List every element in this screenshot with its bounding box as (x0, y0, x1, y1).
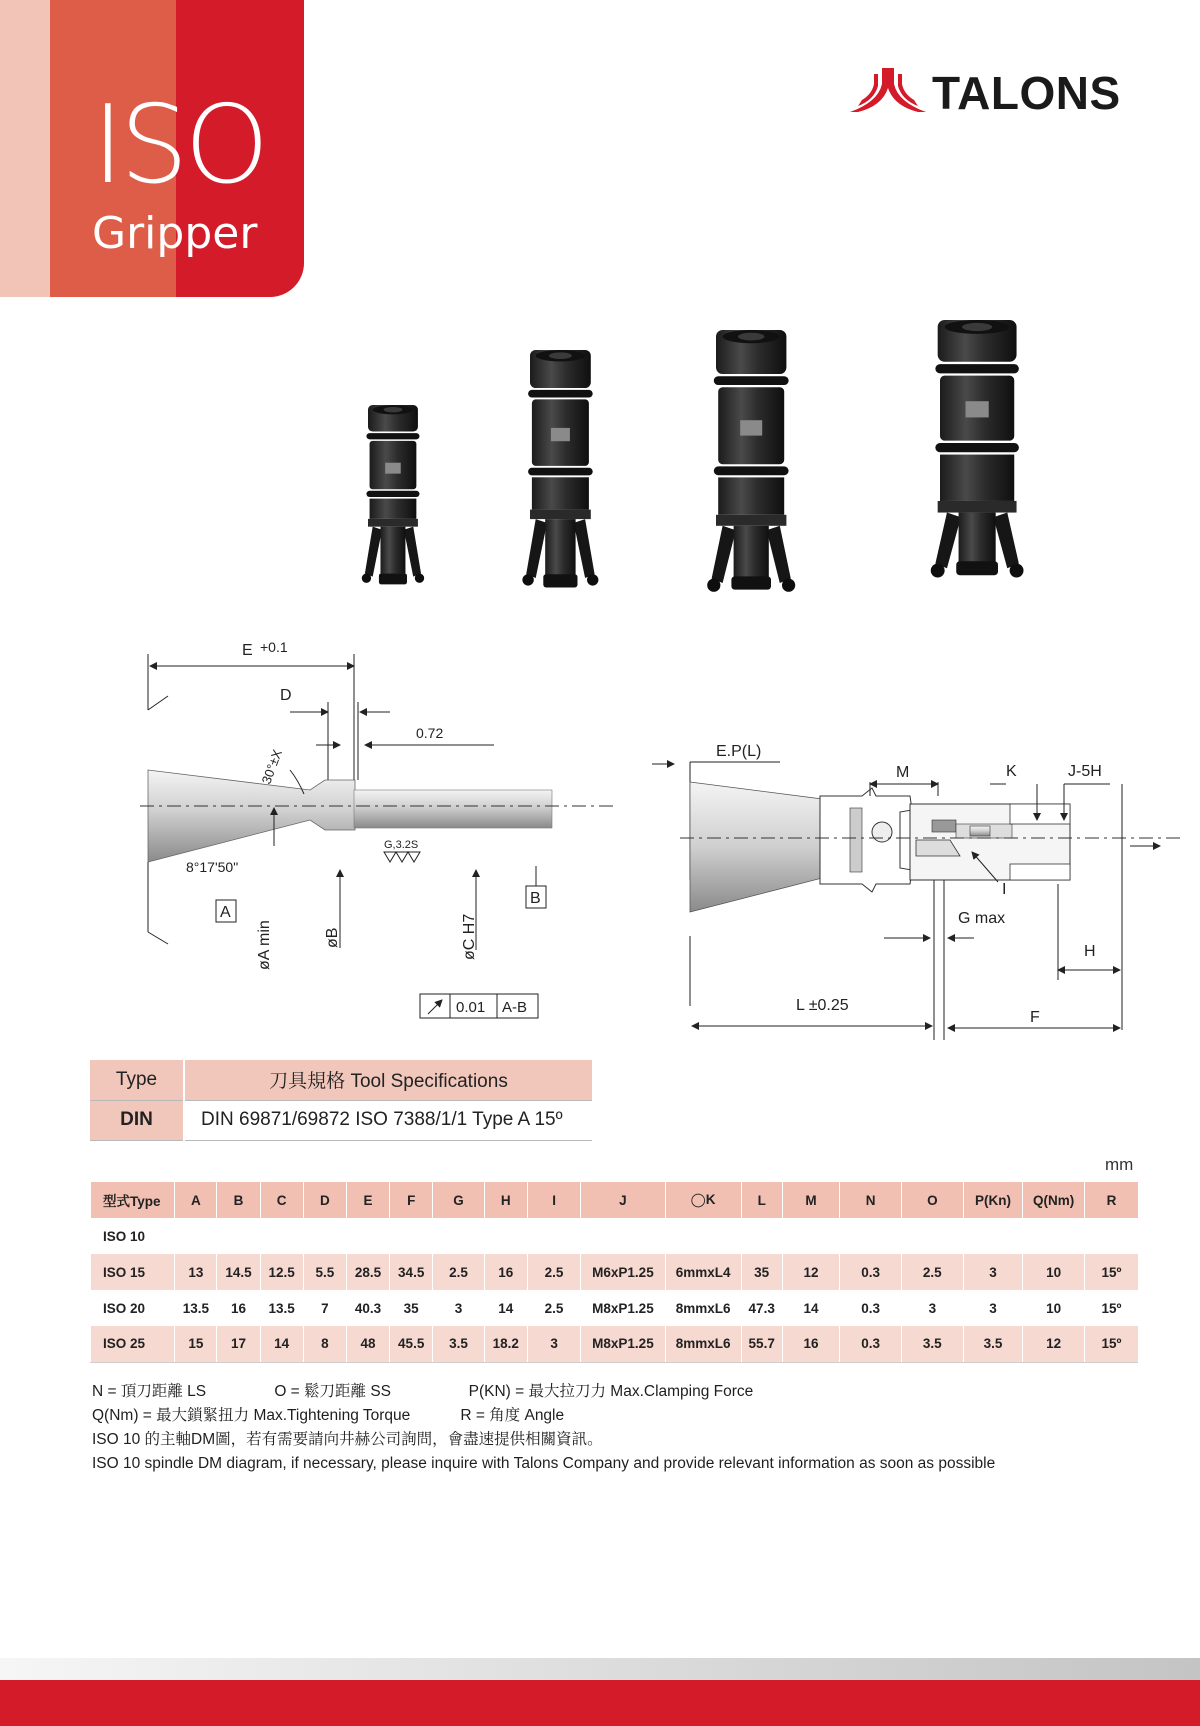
product-iso-10 (362, 405, 424, 584)
spec-table (90, 1182, 1138, 1363)
col-header-n: N (840, 1182, 902, 1218)
col-header-l: L (741, 1182, 782, 1218)
taper-angle-label: 8°17'50" (186, 859, 239, 875)
dim-f-label: F (1030, 1009, 1040, 1026)
spec-cell: M8xP1.25 (581, 1290, 665, 1326)
spec-cell: 12.5 (260, 1254, 303, 1290)
col-header-m: M (782, 1182, 840, 1218)
spec-cell: 34.5 (390, 1254, 433, 1290)
col-header-d: D (303, 1182, 346, 1218)
type-table-header-row (90, 1060, 592, 1100)
spec-cell: 48 (346, 1326, 389, 1362)
spec-cell (1084, 1218, 1138, 1254)
spec-cell: 17 (217, 1326, 260, 1362)
product-iso-25 (931, 320, 1024, 578)
dim-ep-label: E.P(L) (716, 743, 762, 760)
dim-j-label: J-5H (1068, 763, 1102, 780)
spec-cell: 13 (175, 1254, 217, 1290)
spec-cell: 8mmxL6 (665, 1326, 741, 1362)
dim-m-label: M (896, 764, 910, 781)
spindle-drawing (140, 630, 640, 1030)
talons-claw-icon (848, 66, 928, 116)
note-n: N = 頂刀距離 LS (92, 1383, 207, 1400)
spec-cell (175, 1218, 217, 1254)
datum-b-label: B (530, 890, 541, 907)
spec-cell: 13.5 (260, 1290, 303, 1326)
col-header-k: ◯K (665, 1182, 741, 1218)
spec-cell: 16 (782, 1326, 840, 1362)
spec-cell: 35 (390, 1290, 433, 1326)
type-row-label: DIN (90, 1100, 184, 1140)
spec-cell: 14 (260, 1326, 303, 1362)
type-header-label: Type (90, 1060, 184, 1100)
spec-cell: 3.5 (963, 1326, 1023, 1362)
brand-name: TALONS (932, 67, 1121, 119)
header-corner-block (0, 0, 304, 297)
col-header-o: O (901, 1182, 963, 1218)
spec-cell (782, 1218, 840, 1254)
spec-cell: 7 (303, 1290, 346, 1326)
col-header-g: G (433, 1182, 484, 1218)
spec-cell: 10 (1023, 1254, 1085, 1290)
footer-red-band (0, 1680, 1200, 1726)
spec-cell: 0.3 (840, 1326, 902, 1362)
col-header-p: P(Kn) (963, 1182, 1023, 1218)
dim-e-label: E (242, 642, 253, 659)
spec-table-row (91, 1218, 1139, 1254)
spec-cell: 14 (484, 1290, 527, 1326)
spec-cell (963, 1218, 1023, 1254)
spec-cell: 14 (782, 1290, 840, 1326)
spec-cell (741, 1218, 782, 1254)
spec-cell: 8 (303, 1326, 346, 1362)
spec-cell (901, 1218, 963, 1254)
page-title: ISO (92, 83, 266, 208)
spec-cell: 18.2 (484, 1326, 527, 1362)
spec-cell-type: ISO 10 (91, 1218, 175, 1254)
dim-d-label: D (280, 687, 292, 704)
spec-cell: 12 (782, 1254, 840, 1290)
spec-cell: 2.5 (901, 1254, 963, 1290)
col-header-h: H (484, 1182, 527, 1218)
col-header-type: 型式Type (91, 1182, 175, 1218)
col-header-q: Q(Nm) (1023, 1182, 1085, 1218)
dim-b-label: øB (324, 927, 341, 948)
spec-cell: 3 (527, 1326, 580, 1362)
spec-cell: 0.3 (840, 1290, 902, 1326)
unit-label: mm (1105, 1155, 1134, 1174)
col-header-i: I (527, 1182, 580, 1218)
spec-cell: 2.5 (527, 1290, 580, 1326)
spec-cell (665, 1218, 741, 1254)
spec-cell: M8xP1.25 (581, 1326, 665, 1362)
type-table-row (90, 1100, 592, 1140)
assembly-drawing (650, 700, 1200, 1040)
surface-finish-label: G,3.2S (384, 839, 419, 851)
note-o: O = 鬆刀距離 SS (274, 1383, 392, 1400)
dim-c-label: øC H7 (461, 913, 478, 960)
spec-cell: 15 (175, 1326, 217, 1362)
datum-a-label: A (220, 904, 231, 921)
spec-cell (303, 1218, 346, 1254)
col-header-j: J (581, 1182, 665, 1218)
dim-h-label: H (1084, 943, 1096, 960)
col-header-e: E (346, 1182, 389, 1218)
spec-cell: 55.7 (741, 1326, 782, 1362)
spec-cell: 3 (963, 1290, 1023, 1326)
angle-30-label: 30°±X (258, 747, 285, 786)
spec-cell (217, 1218, 260, 1254)
col-header-a: A (175, 1182, 217, 1218)
runout-value: 0.01 (456, 999, 486, 1016)
spec-cell (484, 1218, 527, 1254)
dim-072-label: 0.72 (416, 725, 444, 741)
spec-cell: 3.5 (901, 1326, 963, 1362)
spec-cell: 12 (1023, 1326, 1085, 1362)
spec-cell: 2.5 (527, 1254, 580, 1290)
spec-cell: 15º (1084, 1326, 1138, 1362)
spec-cell: 28.5 (346, 1254, 389, 1290)
product-iso-20 (707, 330, 795, 592)
spec-cell (260, 1218, 303, 1254)
note-zh: ISO 10 的主軸DM圖，若有需要請向井赫公司詢問，會盡速提供相關資訊。 (92, 1431, 603, 1448)
dim-g-label: G max (958, 910, 1006, 927)
spec-cell: 47.3 (741, 1290, 782, 1326)
spec-cell (390, 1218, 433, 1254)
spec-cell: 40.3 (346, 1290, 389, 1326)
dim-e-tolerance: +0.1 (260, 639, 288, 655)
spec-table-header-row (91, 1182, 1139, 1218)
spec-cell: 35 (741, 1254, 782, 1290)
page-subtitle: Gripper (92, 208, 258, 259)
col-header-b: B (217, 1182, 260, 1218)
type-header-value: 刀具規格 Tool Specifications (184, 1060, 592, 1100)
spec-table-row (91, 1254, 1139, 1290)
notes-section (92, 1380, 995, 1476)
dim-a-label: øA min (256, 920, 273, 970)
corner-stripe-light (0, 0, 50, 297)
note-r: R = 角度 Angle (460, 1407, 565, 1424)
spec-cell: 16 (217, 1290, 260, 1326)
product-iso-15 (522, 350, 598, 588)
gripper-section (820, 788, 1070, 892)
note-en: ISO 10 spindle DM diagram, if necessary, please inquire with Talons Company and provide relevant information as soon as possible (92, 1455, 996, 1472)
talons-logo (848, 66, 1138, 120)
spec-cell: 10 (1023, 1290, 1085, 1326)
spec-cell: 13.5 (175, 1290, 217, 1326)
spec-cell: 5.5 (303, 1254, 346, 1290)
dim-k-label: K (1006, 763, 1017, 780)
col-header-c: C (260, 1182, 303, 1218)
spec-cell: 16 (484, 1254, 527, 1290)
spec-cell: M6xP1.25 (581, 1254, 665, 1290)
spec-cell: 45.5 (390, 1326, 433, 1362)
spec-cell: 15º (1084, 1290, 1138, 1326)
note-q: Q(Nm) = 最大鎖緊扭力 Max.Tightening Torque (92, 1407, 411, 1424)
spec-cell: 8mmxL6 (665, 1290, 741, 1326)
spec-cell (527, 1218, 580, 1254)
spec-cell-type: ISO 15 (91, 1254, 175, 1290)
col-header-r: R (1084, 1182, 1138, 1218)
spec-cell: 3 (433, 1290, 484, 1326)
spec-cell: 0.3 (840, 1254, 902, 1290)
spec-cell-type: ISO 20 (91, 1290, 175, 1326)
runout-ref: A-B (502, 999, 528, 1016)
type-row-value: DIN 69871/69872 ISO 7388/1/1 Type A 15º (184, 1100, 592, 1140)
spec-table-row (91, 1290, 1139, 1326)
spec-cell: 6mmxL4 (665, 1254, 741, 1290)
spec-table-row (91, 1326, 1139, 1362)
col-header-f: F (390, 1182, 433, 1218)
tool-spec-type-table (90, 1060, 592, 1141)
spec-cell: 3 (901, 1290, 963, 1326)
dim-l-label: L ±0.25 (796, 997, 849, 1014)
spec-cell-type: ISO 25 (91, 1326, 175, 1362)
footer-grey-band (0, 1658, 1200, 1680)
spec-cell (581, 1218, 665, 1254)
spec-cell: 14.5 (217, 1254, 260, 1290)
spec-cell (1023, 1218, 1085, 1254)
spec-cell (433, 1218, 484, 1254)
dim-i-label: I (1002, 881, 1007, 898)
spec-cell: 3.5 (433, 1326, 484, 1362)
note-p: P(KN) = 最大拉刀力 Max.Clamping Force (468, 1383, 754, 1400)
product-photos (340, 320, 1040, 610)
spec-cell (346, 1218, 389, 1254)
spec-cell: 2.5 (433, 1254, 484, 1290)
spec-cell (840, 1218, 902, 1254)
spec-cell: 15º (1084, 1254, 1138, 1290)
spec-cell: 3 (963, 1254, 1023, 1290)
